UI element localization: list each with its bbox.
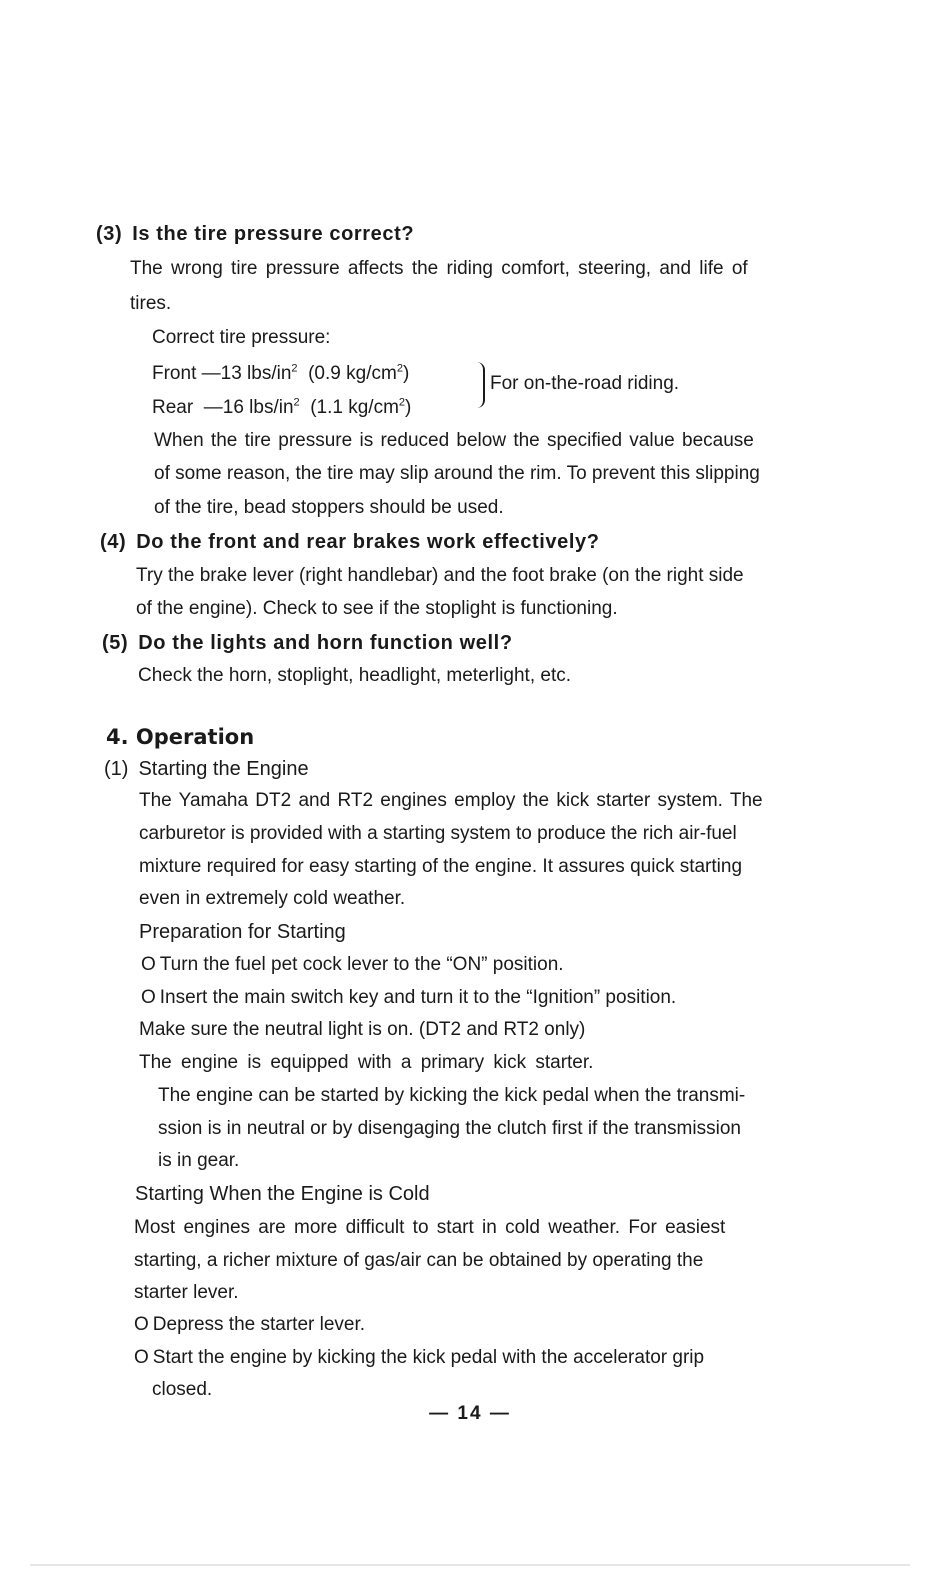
rear-kg: (1.1 kg/cm bbox=[310, 397, 399, 418]
q3-note-line-3: of the tire, bead stoppers should be used. bbox=[154, 497, 504, 518]
rear-psi: 16 lbs/in bbox=[222, 397, 294, 418]
rear-pressure-row bbox=[152, 396, 411, 420]
front-psi: 13 lbs/in bbox=[220, 363, 292, 384]
cold-item-1 bbox=[134, 1313, 365, 1337]
starting-engine-heading-line bbox=[104, 757, 309, 781]
front-kg-exp: 2 bbox=[396, 362, 403, 375]
primary-detail-line-2: ssion is in neutral or by disengaging the clutch first if the transmission bbox=[158, 1118, 741, 1139]
q5-body-line-1: Check the horn, stoplight, headlight, meterlight, etc. bbox=[138, 665, 572, 686]
prep-item-1-text: Turn the fuel pet cock lever to the “ON” position. bbox=[159, 954, 564, 975]
intro-line-4: even in extremely cold weather. bbox=[139, 888, 406, 909]
intro-line-1: The Yamaha DT2 and RT2 engines employ the kick starter system. The bbox=[139, 790, 763, 811]
q3-body-line-2: tires. bbox=[130, 293, 172, 314]
bullet-circle-icon: O bbox=[141, 954, 156, 975]
q3-heading-line bbox=[96, 222, 414, 246]
front-close: ) bbox=[402, 363, 410, 384]
rear-close: ) bbox=[405, 397, 412, 418]
q5-number: (5) bbox=[102, 632, 129, 654]
primary-detail-line-1: The engine can be started by kicking the kick pedal when the transmi- bbox=[158, 1085, 746, 1106]
sub1-number: (1) bbox=[104, 758, 129, 780]
q3-heading: Is the tire pressure correct? bbox=[132, 223, 415, 245]
cold-item-1-text: Depress the starter lever. bbox=[152, 1314, 366, 1335]
prep-heading: Preparation for Starting bbox=[139, 921, 346, 943]
operation-title: 4. Operation bbox=[106, 725, 255, 749]
front-psi-exp: 2 bbox=[291, 362, 298, 375]
scan-edge-divider bbox=[30, 1564, 910, 1566]
prep-item-2-text: Insert the main switch key and turn it to the “Ignition” position. bbox=[159, 987, 677, 1008]
front-label: Front bbox=[152, 363, 197, 384]
intro-line-2: carburetor is provided with a starting system to produce the rich air-fuel bbox=[139, 823, 737, 844]
cold-item-2-continuation: closed. bbox=[152, 1379, 213, 1400]
q3-note-line-1: When the tire pressure is reduced below the specified value because bbox=[154, 430, 754, 451]
cold-item-2 bbox=[134, 1346, 704, 1370]
rear-psi-exp: 2 bbox=[293, 396, 300, 409]
front-kg: (0.9 kg/cm bbox=[308, 363, 397, 384]
primary-line: The engine is equipped with a primary kick starter. bbox=[139, 1052, 594, 1073]
rear-dash: — bbox=[203, 397, 223, 418]
q4-body-line-1: Try the brake lever (right handlebar) and the foot brake (on the right side bbox=[136, 565, 744, 586]
brace-note: For on-the-road riding. bbox=[490, 373, 680, 394]
q5-heading: Do the lights and horn function well? bbox=[138, 632, 513, 654]
bullet-circle-icon: O bbox=[134, 1314, 149, 1335]
neutral-line: Make sure the neutral light is on. (DT2 and RT2 only) bbox=[139, 1019, 586, 1040]
correct-pressure-label: Correct tire pressure: bbox=[152, 327, 331, 348]
primary-detail-line-3: is in gear. bbox=[158, 1150, 240, 1171]
cold-item-2-text: Start the engine by kicking the kick pedal with the accelerator grip bbox=[152, 1347, 705, 1368]
prep-item-2 bbox=[141, 986, 676, 1010]
cold-line-3: starter lever. bbox=[134, 1282, 239, 1303]
bullet-circle-icon: O bbox=[134, 1347, 149, 1368]
front-dash: — bbox=[201, 363, 221, 384]
q4-heading-line bbox=[100, 530, 600, 554]
bullet-circle-icon: O bbox=[141, 987, 156, 1008]
front-pressure-row bbox=[152, 362, 409, 386]
q5-heading-line bbox=[102, 631, 513, 655]
sub1-heading: Starting the Engine bbox=[138, 758, 309, 780]
pressure-brace bbox=[475, 362, 485, 408]
page-number: — 14 — bbox=[429, 1403, 511, 1424]
rear-label: Rear bbox=[152, 397, 194, 418]
q4-heading: Do the front and rear brakes work effectively? bbox=[136, 531, 600, 553]
prep-item-1 bbox=[141, 953, 564, 977]
cold-heading: Starting When the Engine is Cold bbox=[135, 1183, 430, 1205]
rear-kg-exp: 2 bbox=[398, 396, 406, 409]
q3-number: (3) bbox=[96, 223, 123, 245]
q3-note-line-2: of some reason, the tire may slip around the rim. To prevent this slipping bbox=[154, 463, 760, 484]
cold-line-2: starting, a richer mixture of gas/air can be obtained by operating the bbox=[134, 1250, 704, 1271]
q4-body-line-2: of the engine). Check to see if the stoplight is functioning. bbox=[136, 598, 618, 619]
intro-line-3: mixture required for easy starting of the engine. It assures quick starting bbox=[139, 856, 743, 877]
q3-body-line-1: The wrong tire pressure affects the riding comfort, steering, and life of bbox=[130, 258, 748, 279]
q4-number: (4) bbox=[100, 531, 127, 553]
cold-line-1: Most engines are more difficult to start in cold weather. For easiest bbox=[134, 1217, 726, 1238]
